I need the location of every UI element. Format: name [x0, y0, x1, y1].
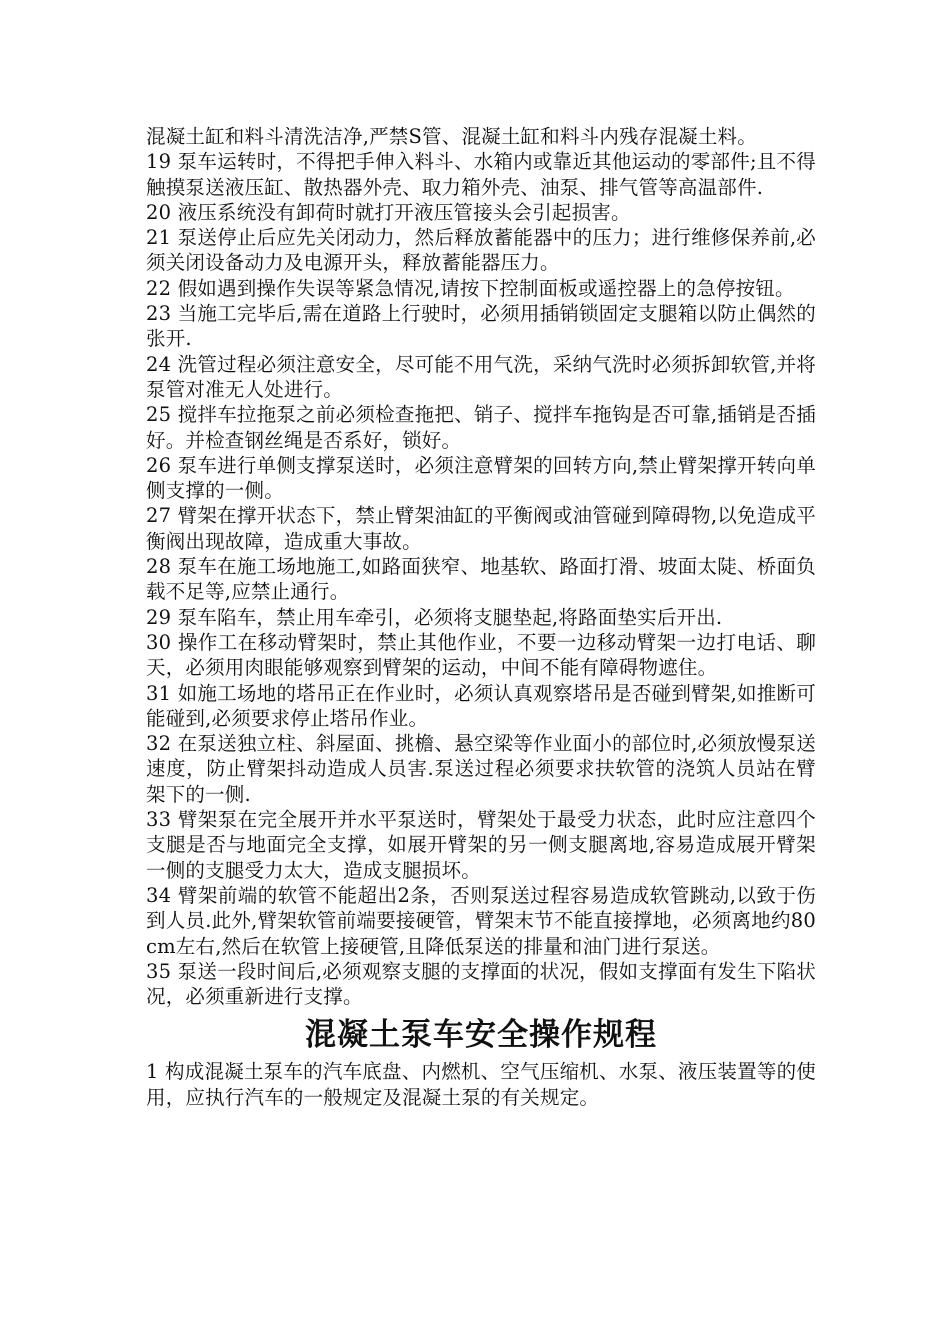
paragraph: 1 构成混凝土泵车的汽车底盘、内燃机、空气压缩机、水泵、液压装置等的使用，应执行汽车的一般规定及混凝土泵的有关规定。 — [146, 1060, 816, 1109]
paragraph: 30 操作工在移动臂架时，禁止其他作业，不要一边移动臂架一边打电话、聊天，必须用肉眼能够观察到臂架的运动，中间不能有障碍物遮住。 — [146, 630, 816, 680]
paragraph: 26 泵车进行单侧支撑泵送时，必须注意臂架的回转方向,禁止臂架撑开转向单侧支撑的一侧。 — [146, 453, 816, 503]
paragraph: 27 臂架在撑开状态下，禁止臂架油缸的平衡阀或油管碰到障碍物,以免造成平衡阀出现故障，造成重大事故。 — [146, 504, 816, 553]
paragraph: 34 臂架前端的软管不能超出2条，否则泵送过程容易造成软管跳动,以致于伤到人员.此外,臂架软管前端要接硬管，臂架末节不能直接撑地，必须离地约80cm左右,然后在软管上接硬管,且降低泵送的排量和油门进行泵送。 — [146, 883, 816, 958]
paragraph: 23 当施工完毕后,需在道路上行驶时，必须用插销锁固定支腿箱以防止偶然的张开. — [146, 302, 816, 351]
paragraph: 混凝土缸和料斗清洗洁净,严禁S管、混凝土缸和料斗内残存混凝土料。 — [146, 125, 757, 148]
paragraph: 20 液压系统没有卸荷时就打开液压管接头会引起损害。 — [146, 200, 631, 224]
paragraph: 25 搅拌车拉拖泵之前必须检查拖把、销子、搅拌车拖钩是否可靠,插销是否插好。并检查钢丝绳是否系好，锁好。 — [146, 403, 816, 452]
paragraph: 31 如施工场地的塔吊正在作业时，必须认真观察塔吊是否碰到臂架,如推断可能碰到,必须要求停止塔吊作业。 — [146, 681, 816, 730]
paragraph: 28 泵车在施工场地施工,如路面狭窄、地基软、路面打滑、坡面太陡、桥面负载不足等,应禁止通行。 — [146, 555, 816, 604]
paragraph: 24 洗管过程必须注意安全，尽可能不用气洗，采纳气洗时必须拆卸软管,并将泵管对准无人处进行。 — [146, 352, 816, 401]
paragraph: 22 假如遇到操作失误等紧急情况,请按下控制面板或遥控器上的急停按钮。 — [146, 276, 795, 300]
section-title: 混凝土泵车安全操作规程 — [305, 1017, 657, 1054]
paragraph: 19 泵车运转时，不得把手伸入料斗、水箱内或靠近其他运动的零部件;且不得触摸泵送液压缸、散热器外壳、取力箱外壳、油泵、排气管等高温部件. — [146, 150, 816, 199]
paragraph: 33 臂架泵在完全展开并水平泵送时，臂架处于最受力状态，此时应注意四个支腿是否与地面完全支撑，如展开臂架的另一侧支腿离地,容易造成展开臂架一侧的支腿受力太大，造成支腿损坏。 — [146, 808, 816, 882]
paragraph: 32 在泵送独立柱、斜屋面、挑檐、悬空梁等作业面小的部位时,必须放慢泵送速度，防止臂架抖动造成人员害.泵送过程必须要求扶软管的浇筑人员站在臂架下的一侧. — [146, 732, 816, 806]
document-page — [146, 124, 816, 1110]
paragraph: 35 泵送一段时间后,必须观察支腿的支撑面的状况，假如支撑面有发生下陷状况，必须重新进行支撑。 — [146, 959, 816, 1009]
paragraph: 21 泵送停止后应先关闭动力，然后释放蓄能器中的压力；进行维修保养前,必须关闭设备动力及电源开头，释放蓄能器压力。 — [146, 226, 816, 275]
paragraph: 29 泵车陷车，禁止用车牵引，必须将支腿垫起,将路面垫实后开出. — [146, 605, 723, 629]
